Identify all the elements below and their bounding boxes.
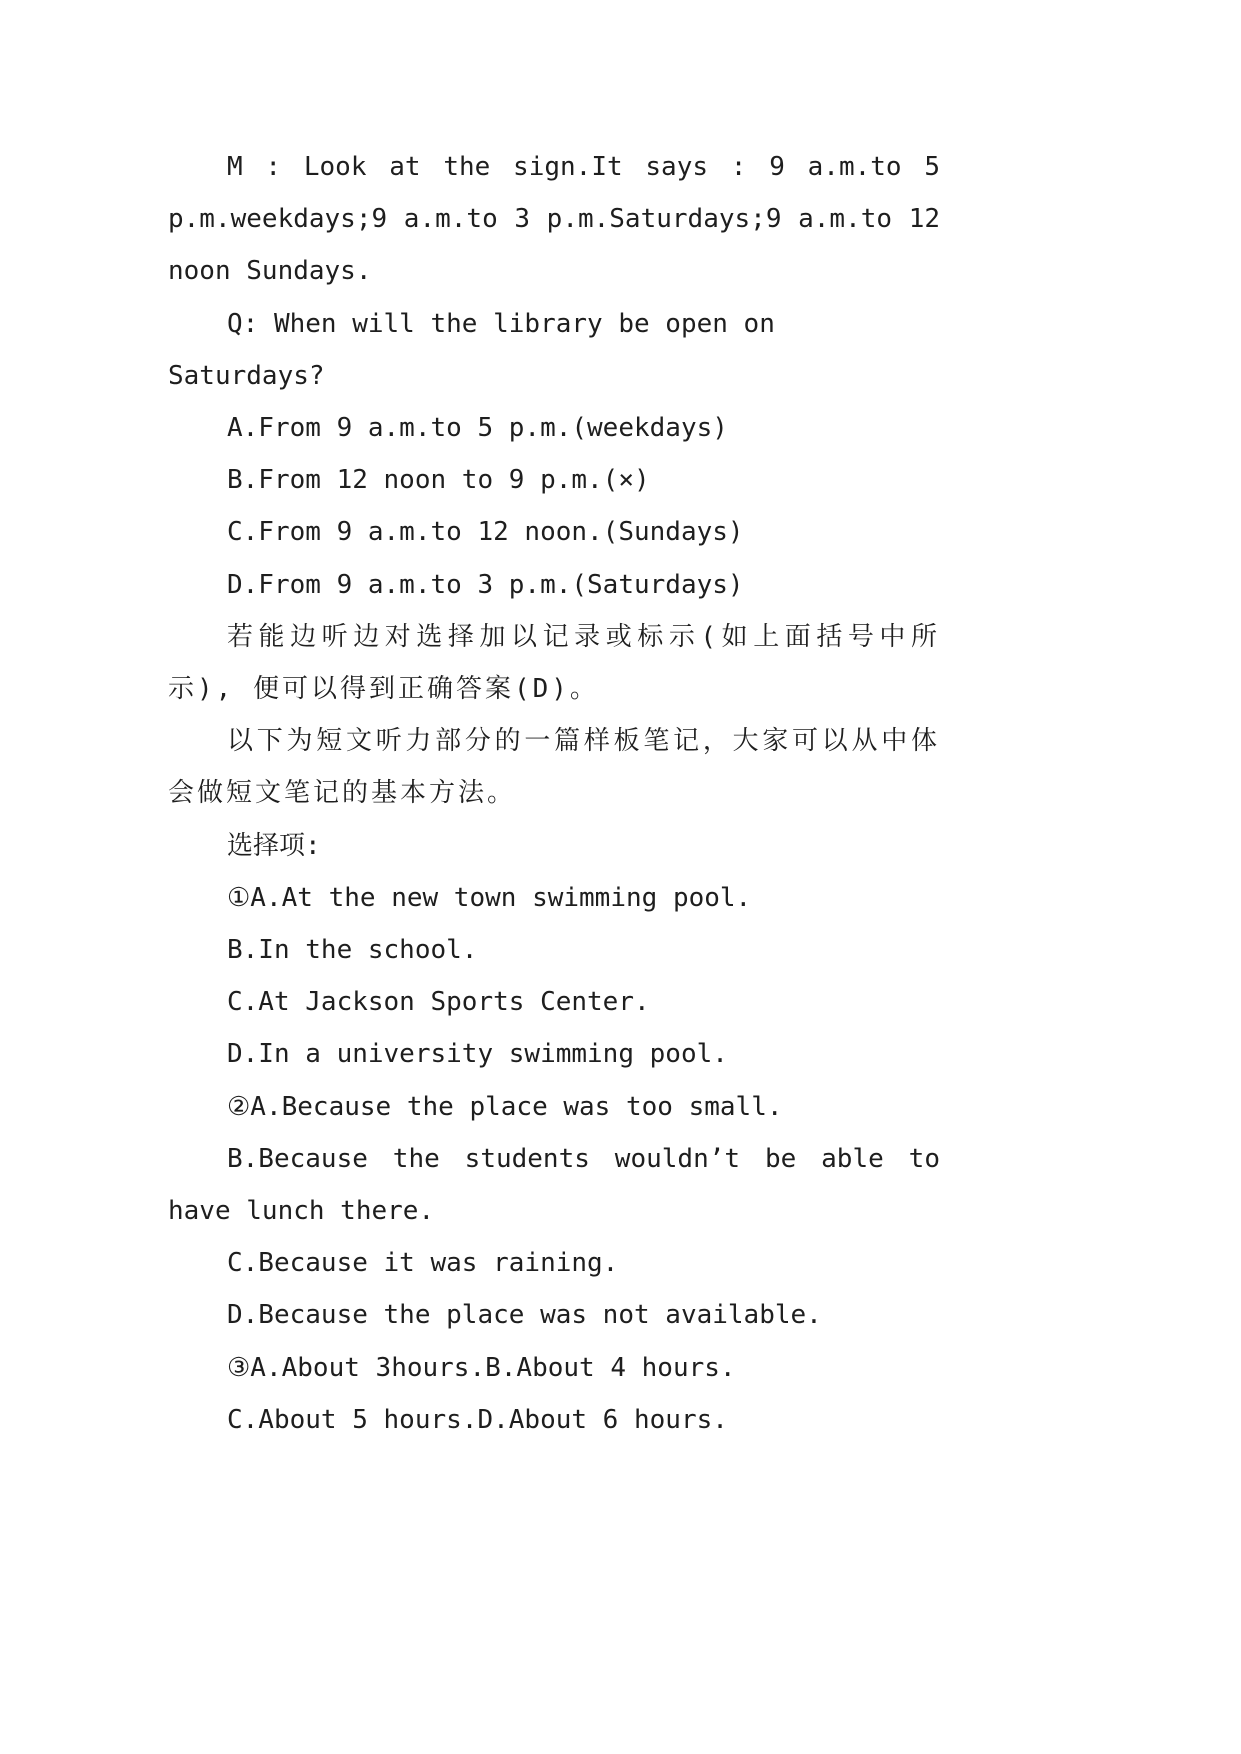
document-body (168, 141, 940, 1446)
option-c: C.From 9 a.m.to 12 noon.(Sundays) (227, 517, 744, 548)
option-a: A.From 9 a.m.to 5 p.m.(weekdays) (227, 413, 728, 444)
q2-option-c: C.Because it was raining. (227, 1248, 619, 1279)
q2-option-d: D.Because the place was not available. (227, 1300, 822, 1331)
q1-option-a: ①A.At the new town swimming pool. (227, 882, 752, 913)
q3-options-a-b: ③A.About 3hours.B.About 4 hours. (227, 1352, 736, 1383)
choices-heading: 选择项: (227, 830, 321, 861)
q1-option-d: D.In a university swimming pool. (227, 1039, 728, 1070)
q3-options-c-d: C.About 5 hours.D.About 6 hours. (227, 1404, 728, 1435)
question-line: Q: When will the library be open on Saturdays? (168, 308, 775, 391)
explanation-paragraph: 若能边听边对选择加以记录或标示(如上面括号中所示), 便可以得到正确答案(D)。 (168, 621, 940, 705)
q1-option-b: B.In the school. (227, 935, 478, 966)
q2-option-a: ②A.Because the place was too small. (227, 1091, 783, 1122)
option-b: B.From 12 noon to 9 p.m.(×) (227, 465, 650, 496)
sample-notes-intro: 以下为短文听力部分的一篇样板笔记，大家可以从中体会做短文笔记的基本方法。 (168, 726, 940, 809)
q2-option-b: B.Because the students wouldn’t be able to have lunch there. (168, 1143, 940, 1227)
option-d: D.From 9 a.m.to 3 p.m.(Saturdays) (227, 569, 744, 600)
dialogue-line-sign: M : Look at the sign.It says : 9 a.m.to 5 p.m.weekdays;9 a.m.to 3 p.m.Saturdays;9 a.m.to 12 noon Sundays. (168, 152, 940, 287)
q1-option-c: C.At Jackson Sports Center. (227, 987, 650, 1018)
